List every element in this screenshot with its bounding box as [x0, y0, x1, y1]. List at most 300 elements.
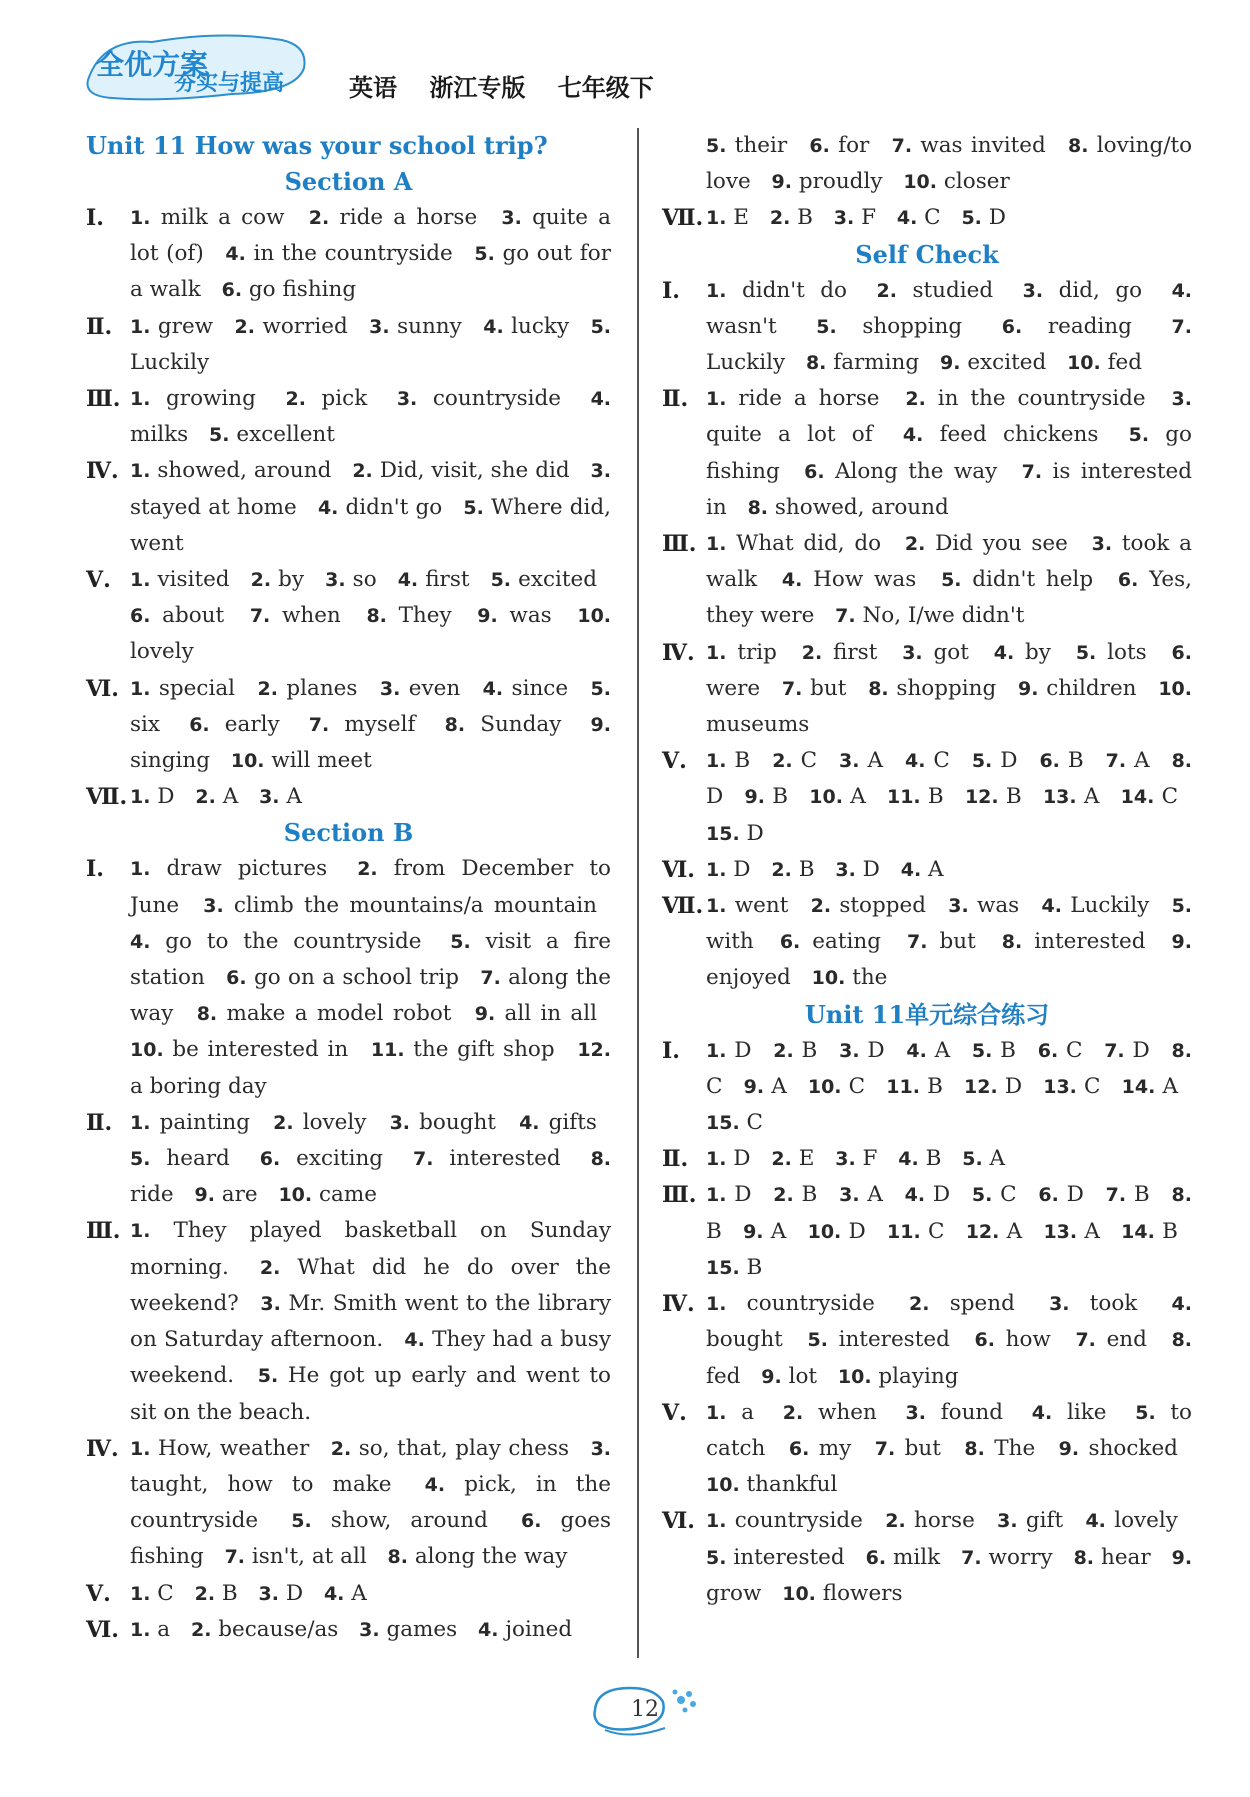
answer-number: 7. — [781, 677, 803, 700]
answer-number: 6. — [189, 713, 210, 736]
roman-numeral: Ⅳ. — [86, 458, 119, 485]
answer-number: 6. — [130, 605, 151, 628]
answer-text: A — [1083, 784, 1100, 810]
answer-text: B — [1133, 1182, 1150, 1208]
answer-number: 2. — [782, 1401, 804, 1424]
answer-number: 7. — [961, 1546, 982, 1569]
answer-number: 10. — [807, 1075, 842, 1098]
answer-number: 2. — [234, 315, 255, 338]
answer-group — [662, 200, 1192, 236]
answer-text: lucky — [511, 313, 570, 339]
answer-number: 2. — [769, 207, 791, 230]
answer-text: proudly — [798, 169, 883, 195]
answer-number: 6. — [1171, 641, 1192, 664]
answer-text: singing — [130, 748, 211, 774]
answer-text: took a walk — [706, 531, 1192, 593]
answer-number: 1. — [130, 1437, 151, 1460]
answer-text: myself — [344, 711, 416, 737]
answer-item — [839, 1182, 883, 1207]
answer-number: 9. — [1058, 1437, 1080, 1460]
answer-item — [706, 857, 751, 882]
roman-numeral: Ⅰ. — [662, 1037, 680, 1064]
answer-text: a — [157, 1616, 171, 1642]
answer-number: 1. — [706, 641, 727, 664]
answer-list — [706, 273, 1192, 382]
answer-list — [130, 779, 611, 815]
answer-list — [706, 743, 1192, 852]
page-number: 12 — [631, 1697, 659, 1722]
answer-group — [662, 635, 1192, 744]
answer-item — [331, 1436, 569, 1461]
answer-text: B — [1000, 1037, 1016, 1063]
answer-group — [86, 562, 611, 671]
answer-number: 5. — [807, 1329, 828, 1352]
answer-text: heard — [166, 1146, 230, 1172]
answer-text: They — [398, 603, 452, 629]
answer-item — [209, 422, 335, 447]
answer-text: C — [746, 1110, 763, 1136]
answer-number: 4. — [902, 424, 924, 447]
answer-list — [706, 526, 1192, 635]
answer-number: 3. — [260, 1292, 281, 1315]
logo-line2: 夯实与提高 — [174, 71, 285, 96]
answer-item — [903, 422, 1099, 447]
answer-text: excited — [518, 567, 597, 593]
answer-item — [809, 133, 869, 158]
answer-item — [483, 314, 569, 339]
answer-item — [835, 1146, 877, 1171]
answer-item — [903, 169, 1009, 194]
answer-text: visit a fire station — [130, 928, 611, 991]
answer-number: 3. — [379, 677, 401, 700]
answer-item — [197, 1001, 452, 1026]
answer-number: 5. — [706, 1546, 727, 1569]
answer-number: 4. — [397, 569, 419, 592]
answer-number: 3. — [839, 1184, 860, 1207]
answer-item — [1074, 1545, 1151, 1570]
answer-number: 5. — [816, 315, 837, 338]
answer-number: 2. — [190, 1618, 212, 1641]
answer-number: 3. — [997, 1510, 1018, 1533]
answer-item — [130, 603, 224, 628]
answer-item — [130, 205, 285, 230]
answer-item — [371, 1037, 555, 1062]
answer-text: quite a lot of — [706, 422, 873, 448]
answer-group — [662, 1177, 1192, 1286]
answer-number: 9. — [1018, 677, 1039, 700]
answer-number: 8. — [387, 1546, 408, 1569]
answer-number: 4. — [424, 1473, 446, 1496]
answer-number: 10. — [706, 1474, 740, 1497]
answer-text: in the countryside — [937, 386, 1146, 412]
answer-number: 1. — [706, 1510, 727, 1533]
answer-number: 6. — [226, 967, 247, 990]
answer-text: C — [927, 1218, 945, 1244]
answer-text: didn't do — [741, 277, 847, 303]
answer-number: 8. — [1068, 135, 1089, 157]
answer-number: 5. — [1075, 641, 1097, 664]
answer-text: ride — [130, 1182, 174, 1208]
answer-text: D — [932, 1182, 951, 1208]
answer-text: make a model robot — [226, 1001, 452, 1027]
answer-text: B — [1067, 748, 1084, 774]
section-title: Section B — [283, 818, 414, 848]
answer-text: D — [988, 205, 1006, 231]
answer-text: lots — [1107, 639, 1147, 665]
answer-text: Along the way — [834, 458, 998, 484]
answer-number: 7. — [1171, 315, 1192, 338]
answer-item — [1121, 784, 1178, 809]
answer-item — [380, 676, 460, 701]
answer-number: 4. — [590, 388, 612, 411]
answer-number: 10. — [1067, 352, 1101, 375]
answer-text: C — [157, 1580, 174, 1606]
answer-number: 9. — [743, 1075, 765, 1098]
answer-text: how — [1005, 1327, 1051, 1353]
answer-number: 4. — [898, 1148, 919, 1171]
answer-item — [972, 1038, 1016, 1063]
answer-text: pick — [321, 386, 368, 412]
answer-item — [477, 603, 551, 628]
answer-list — [130, 1431, 611, 1576]
answer-number: 3. — [905, 1401, 926, 1424]
answer-text: ride a horse — [339, 205, 478, 230]
answer-number: 1. — [130, 388, 151, 411]
answer-item — [706, 748, 750, 773]
answer-text: thankful — [746, 1472, 838, 1498]
answer-text: farming — [833, 350, 920, 376]
roman-numeral: Ⅴ. — [662, 748, 687, 775]
answer-number: 5. — [941, 569, 962, 592]
answer-item — [866, 1545, 941, 1570]
answer-number: 13. — [1043, 1075, 1077, 1098]
answer-text: flowers — [822, 1580, 903, 1606]
answer-item — [961, 205, 1006, 230]
answer-number: 2. — [909, 1293, 930, 1316]
answer-text: countryside — [734, 1508, 863, 1534]
answer-item — [706, 1038, 751, 1063]
answer-text: Luckily — [1070, 893, 1150, 919]
header-grade: 七年级下 — [557, 74, 654, 102]
answer-list — [130, 309, 611, 381]
answer-item — [259, 1581, 304, 1606]
answer-item — [905, 748, 950, 773]
answer-number: 3. — [590, 1437, 612, 1460]
answer-number: 3. — [1022, 279, 1044, 302]
roman-numeral: Ⅵ. — [86, 675, 119, 702]
answer-text: when — [817, 1399, 877, 1425]
answer-number: 1. — [130, 677, 151, 700]
answer-item — [1049, 1291, 1137, 1316]
left-column — [86, 128, 611, 1648]
roman-numeral: Ⅱ. — [86, 313, 113, 340]
answer-item — [1043, 1219, 1099, 1244]
answer-text: D — [706, 784, 724, 810]
answer-item — [1043, 1074, 1100, 1099]
answer-text: gift — [1025, 1508, 1064, 1534]
answer-number: 7. — [891, 135, 913, 157]
answer-text: will meet — [271, 748, 372, 774]
answer-item — [706, 1545, 845, 1570]
answer-item — [130, 929, 421, 954]
answer-item — [972, 748, 1018, 773]
answer-number: 5. — [961, 207, 982, 230]
answer-text: B — [927, 784, 944, 810]
answer-number: 9. — [477, 605, 498, 628]
answer-text: didn't help — [972, 567, 1094, 593]
answer-number: 2. — [285, 388, 306, 411]
answer-number: 3. — [590, 460, 611, 483]
answer-text: go to the countryside — [165, 928, 422, 954]
answer-number: 7. — [835, 605, 856, 628]
answer-number: 1. — [130, 460, 151, 483]
answer-list — [706, 888, 1192, 997]
answer-item — [783, 1400, 877, 1425]
answer-number: 4. — [130, 930, 151, 953]
answer-text: D — [1000, 748, 1018, 774]
answer-number: 8. — [964, 1437, 985, 1460]
answer-item — [130, 1581, 174, 1606]
answer-number: 8. — [366, 605, 387, 628]
answer-text: B — [734, 748, 751, 774]
answer-number: 5. — [130, 1148, 151, 1171]
answer-text: are — [221, 1182, 258, 1208]
answer-number: 12. — [964, 786, 999, 809]
answer-item — [706, 893, 788, 918]
answer-number: 2. — [330, 1437, 352, 1460]
answer-item — [808, 1074, 865, 1099]
answer-number: 11. — [370, 1039, 405, 1062]
answer-text: museums — [706, 712, 810, 738]
answer-item — [324, 1581, 367, 1606]
answer-text: go fishing — [706, 422, 1192, 484]
answer-group — [86, 309, 611, 381]
answer-group — [662, 128, 1192, 200]
answer-item — [948, 893, 1019, 918]
answer-number: 7. — [224, 1546, 246, 1569]
answer-item — [966, 1219, 1022, 1244]
answer-number: 4. — [1171, 279, 1193, 302]
answer-group — [662, 526, 1192, 635]
answer-number: 8. — [1171, 750, 1193, 773]
answer-number: 7. — [413, 1148, 434, 1171]
answer-text: along the way — [130, 965, 611, 1027]
section-title: Unit 11单元综合练习 — [804, 999, 1050, 1029]
answer-number: 9. — [771, 171, 792, 194]
answer-number: 3. — [396, 388, 418, 411]
answer-item — [941, 567, 1093, 592]
answer-text: grow — [706, 1580, 762, 1606]
answer-group — [86, 453, 611, 562]
answer-item — [868, 676, 996, 701]
answer-text: E — [798, 1146, 815, 1172]
answer-item — [706, 1255, 762, 1280]
roman-numeral: Ⅴ. — [662, 1399, 687, 1426]
answer-number: 15. — [706, 1112, 740, 1135]
answer-item — [235, 314, 348, 339]
roman-numeral — [662, 128, 706, 200]
answer-item — [808, 1219, 866, 1244]
answer-number: 1. — [130, 1582, 151, 1605]
answer-number: 2. — [273, 1111, 294, 1134]
book-logo-icon — [82, 28, 312, 104]
answer-text: C — [1084, 1073, 1101, 1099]
answer-item — [1122, 1074, 1178, 1099]
roman-numeral: Ⅲ. — [86, 386, 121, 413]
answer-number: 6. — [974, 1329, 995, 1352]
answer-number: 10. — [807, 1220, 842, 1243]
answer-item — [478, 1617, 572, 1642]
answer-number: 14. — [1120, 786, 1155, 809]
answer-text: B — [801, 1182, 818, 1208]
answer-number: 2. — [772, 750, 793, 773]
answer-text: F — [862, 1146, 878, 1172]
column-divider — [637, 128, 639, 1658]
answer-item — [130, 1436, 309, 1461]
answer-group — [86, 200, 611, 309]
answer-item — [773, 1038, 817, 1063]
answer-text: They played basketball on Sunday morning. — [130, 1218, 611, 1280]
answer-item — [745, 784, 789, 809]
answer-text: fed — [706, 1363, 741, 1389]
answer-number: 2. — [876, 279, 897, 302]
answer-group — [662, 1033, 1192, 1142]
answer-item — [994, 640, 1051, 665]
answer-item — [905, 386, 1145, 411]
answer-text: my — [818, 1435, 852, 1461]
answer-group — [662, 743, 1192, 852]
answer-item — [398, 567, 470, 592]
roman-numeral: Ⅶ. — [86, 784, 128, 811]
answer-number: 10. — [837, 1365, 872, 1388]
answer-item — [1059, 1436, 1178, 1461]
answer-text: Where did, went — [130, 494, 612, 556]
answer-item — [901, 857, 944, 882]
answer-item — [892, 133, 1046, 158]
answer-number: 4. — [225, 243, 246, 266]
answer-item — [706, 133, 787, 158]
answer-item — [369, 314, 462, 339]
answer-item — [885, 1508, 975, 1533]
answer-text: even — [408, 675, 461, 701]
answer-item — [325, 567, 377, 592]
answer-text: B — [772, 784, 789, 810]
answer-number: 2. — [259, 1256, 281, 1279]
header-title — [349, 68, 678, 103]
answer-text: B — [927, 1073, 943, 1099]
answer-item — [782, 567, 916, 592]
answer-text: D — [1004, 1073, 1023, 1099]
answer-text: gifts — [548, 1109, 597, 1135]
answer-number: 2. — [352, 460, 373, 483]
answer-list — [706, 852, 1192, 888]
answer-item — [706, 640, 777, 665]
answer-number: 3. — [835, 1148, 856, 1171]
answer-text: with — [706, 929, 754, 955]
answer-list — [130, 671, 611, 780]
answer-text: lot — [788, 1363, 818, 1389]
answer-group — [86, 779, 611, 815]
answer-number: 14. — [1121, 1075, 1156, 1098]
answer-number: 9. — [940, 352, 961, 375]
answer-number: 7. — [1105, 1184, 1127, 1207]
answer-item — [1106, 748, 1150, 773]
answer-text: countryside — [746, 1291, 875, 1317]
answer-number: 2. — [257, 677, 278, 700]
answer-number: 7. — [480, 967, 501, 990]
answer-number: 10. — [130, 1039, 164, 1062]
answer-text: be interested in — [172, 1037, 349, 1063]
answer-number: 3. — [325, 569, 346, 592]
answer-item — [259, 784, 302, 809]
answer-item — [780, 929, 881, 954]
answer-number: 6. — [804, 460, 825, 483]
answer-text: What did he do over the weekend? — [130, 1254, 611, 1316]
answer-text: B — [925, 1146, 942, 1172]
answer-number: 1. — [706, 207, 727, 230]
answer-number: 6. — [788, 1437, 810, 1460]
answer-item — [251, 567, 304, 592]
answer-item — [782, 1581, 902, 1606]
answer-item — [1023, 278, 1142, 303]
answer-item — [974, 1327, 1050, 1352]
answer-text: D — [733, 856, 751, 882]
answer-text: D — [862, 856, 880, 882]
answer-number: 4. — [900, 858, 922, 881]
answer-text: A — [286, 784, 302, 810]
answer-item — [802, 640, 878, 665]
answer-text: draw pictures — [166, 856, 328, 882]
answer-item — [1002, 314, 1132, 339]
answer-number: 3. — [1171, 388, 1192, 411]
answer-number: 8. — [805, 352, 827, 375]
answer-item — [397, 386, 561, 411]
answer-number: 3. — [501, 207, 522, 229]
answer-text: excellent — [236, 422, 335, 448]
answer-number: 2. — [195, 786, 216, 809]
answer-number: 4. — [993, 641, 1015, 664]
answer-text: D — [746, 820, 764, 846]
answer-text: from December to June — [130, 856, 611, 918]
answer-text: enjoyed — [706, 965, 791, 991]
answer-list — [130, 1576, 611, 1612]
answer-text: C — [1065, 1037, 1083, 1063]
answer-number: 9. — [194, 1184, 215, 1207]
answer-text: all in all — [504, 1001, 597, 1027]
answer-item — [706, 821, 764, 846]
answer-text: when — [281, 603, 341, 629]
answer-number: 2. — [904, 533, 926, 556]
answer-text: D — [157, 784, 175, 810]
answer-number: 9. — [761, 1365, 782, 1388]
answer-text: taught, how to make — [130, 1471, 392, 1497]
answer-text: interested — [1034, 929, 1146, 955]
answer-item — [902, 640, 969, 665]
answer-number: 3. — [902, 641, 923, 664]
answer-item — [130, 1037, 348, 1062]
answer-item — [744, 1074, 787, 1099]
answer-list — [706, 1141, 1192, 1177]
answer-text: D — [285, 1580, 304, 1606]
answer-item — [519, 1110, 597, 1135]
answer-item — [706, 1146, 751, 1171]
answer-list — [706, 1503, 1192, 1612]
answer-item — [1085, 1508, 1177, 1533]
answer-item — [130, 1110, 250, 1135]
answer-item — [877, 278, 994, 303]
roman-numeral: Ⅳ. — [662, 1291, 695, 1318]
answer-number: 10. — [230, 750, 265, 773]
